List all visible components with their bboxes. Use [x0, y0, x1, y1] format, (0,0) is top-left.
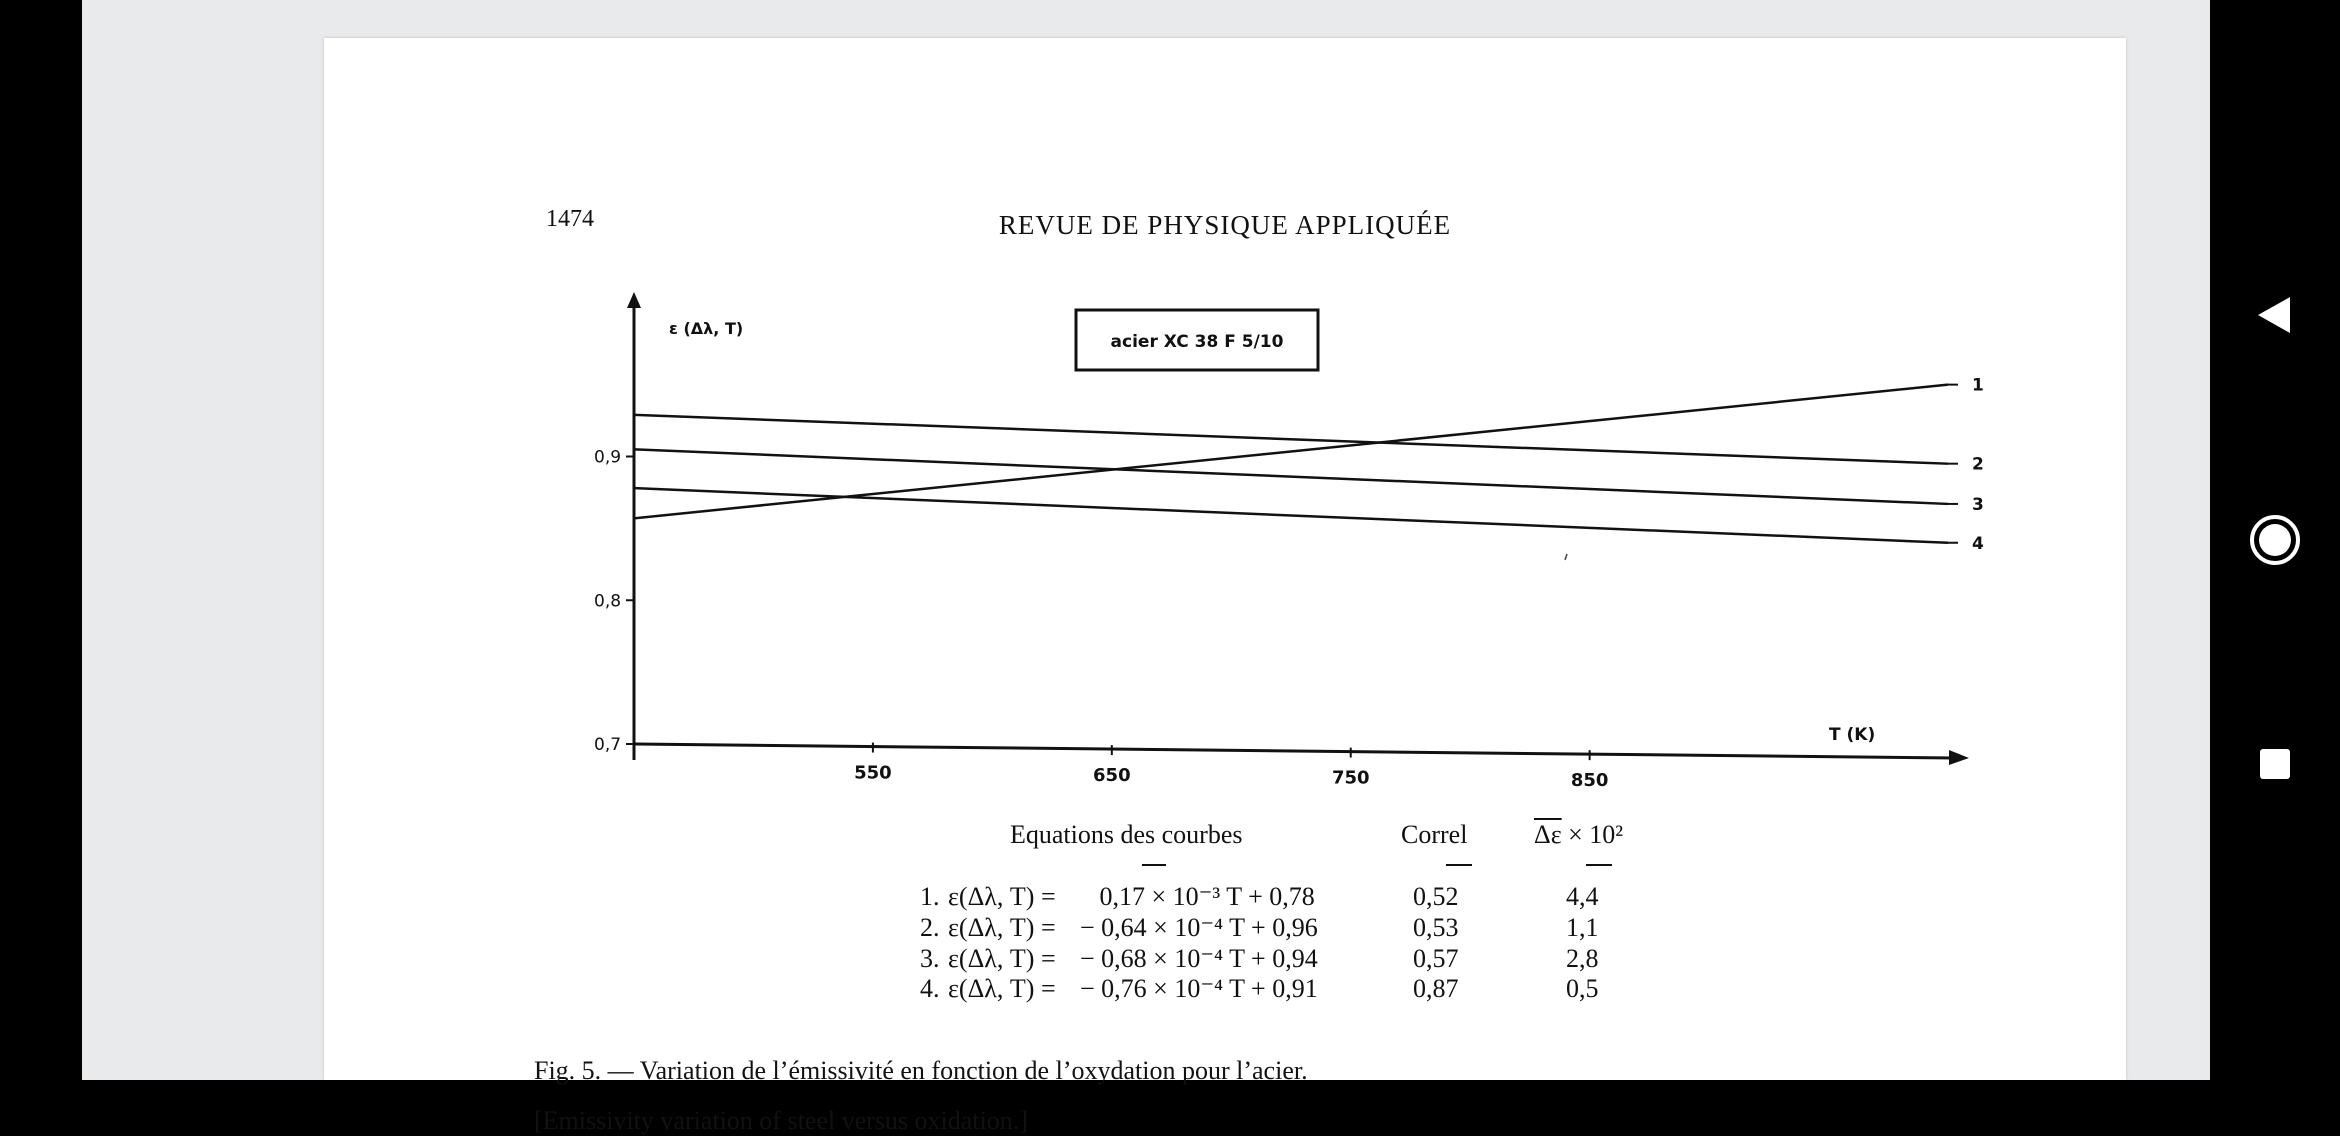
x-tick-label: 750	[1331, 767, 1370, 789]
delta-value: 4,4	[1566, 882, 1599, 911]
x-axis-label: T (K)	[1829, 725, 1876, 745]
series-label-1: 1	[1972, 375, 1984, 396]
equation-number: 3.	[920, 944, 940, 973]
x-tick-label: 850	[1570, 770, 1609, 792]
equation-lhs: ε(Δλ, T) =	[948, 944, 1056, 973]
legend-text: acier XC 38 F 5/10	[1110, 332, 1284, 352]
y-axis-arrow	[627, 292, 641, 308]
stray-mark	[1565, 554, 1567, 560]
correl-value: 0,87	[1413, 974, 1459, 1003]
header-rule	[1586, 864, 1612, 866]
correl-value: 0,53	[1413, 913, 1459, 942]
equation-number: 4.	[920, 974, 940, 1003]
series-line-1	[634, 385, 1948, 519]
system-navigation-bar	[2210, 0, 2340, 1080]
back-triangle-icon	[2210, 255, 2340, 375]
series-label-3: 3	[1972, 494, 1984, 515]
delta-symbol: $\overline{\Delta\varepsilon}$	[1534, 820, 1562, 849]
delta-exponent: × 10²	[1561, 820, 1624, 849]
correl-value: 0,52	[1413, 882, 1459, 911]
header-rule	[1142, 864, 1166, 866]
equation-rhs: 0,17 × 10⁻³ T + 0,78	[1080, 882, 1315, 911]
correl-header: Correl	[1401, 820, 1468, 849]
home-circle-icon	[2210, 480, 2340, 600]
series-label-4: 4	[1972, 533, 1984, 554]
x-tick-label: 550	[854, 762, 892, 784]
header-rule	[1446, 864, 1472, 866]
delta-value: 1,1	[1566, 913, 1599, 942]
recents-button[interactable]	[2210, 704, 2340, 824]
equation-lhs: ε(Δλ, T) =	[948, 974, 1056, 1003]
delta-header	[1534, 820, 1623, 850]
document-viewer-background[interactable]	[82, 0, 2210, 1135]
delta-value: 2,8	[1566, 944, 1599, 973]
emissivity-chart	[324, 38, 2126, 792]
x-axis-arrow	[1949, 750, 1969, 765]
page-number: 1474	[546, 206, 594, 232]
x-axis	[634, 744, 1954, 758]
y-axis-label: ε (Δλ, T)	[669, 319, 744, 338]
y-tick-label: 0,9	[594, 447, 622, 468]
equation-number: 1.	[920, 882, 940, 911]
recents-square-icon	[2210, 704, 2340, 824]
figure-caption-english: [Emissivity variation of steel versus oxidation.]	[534, 1106, 1028, 1135]
journal-title: REVUE DE PHYSIQUE APPLIQUÉE	[998, 210, 1452, 240]
x-tick-label: 650	[1093, 765, 1131, 787]
equation-rhs: − 0,64 × 10⁻⁴ T + 0,96	[1080, 913, 1318, 942]
correl-value: 0,57	[1413, 944, 1459, 973]
document-page[interactable]	[324, 38, 2126, 1135]
equations-header: Equations des courbes	[1010, 820, 1243, 849]
equation-lhs: ε(Δλ, T) =	[948, 882, 1056, 911]
equation-lhs: ε(Δλ, T) =	[948, 913, 1056, 942]
delta-value: 0,5	[1566, 974, 1599, 1003]
equation-number: 2.	[920, 913, 940, 942]
y-tick-label: 0,7	[594, 735, 622, 755]
equation-rhs: − 0,76 × 10⁻⁴ T + 0,91	[1080, 974, 1318, 1003]
y-tick-label: 0,8	[594, 591, 622, 612]
back-button[interactable]	[2210, 255, 2340, 375]
equation-rhs: − 0,68 × 10⁻⁴ T + 0,94	[1080, 944, 1318, 973]
series-label-2: 2	[1972, 454, 1984, 475]
home-button[interactable]	[2210, 480, 2340, 600]
figure-caption: Fig. 5. — Variation de l’émissivité en fonction de l’oxydation pour l’acier.	[534, 1056, 1308, 1085]
